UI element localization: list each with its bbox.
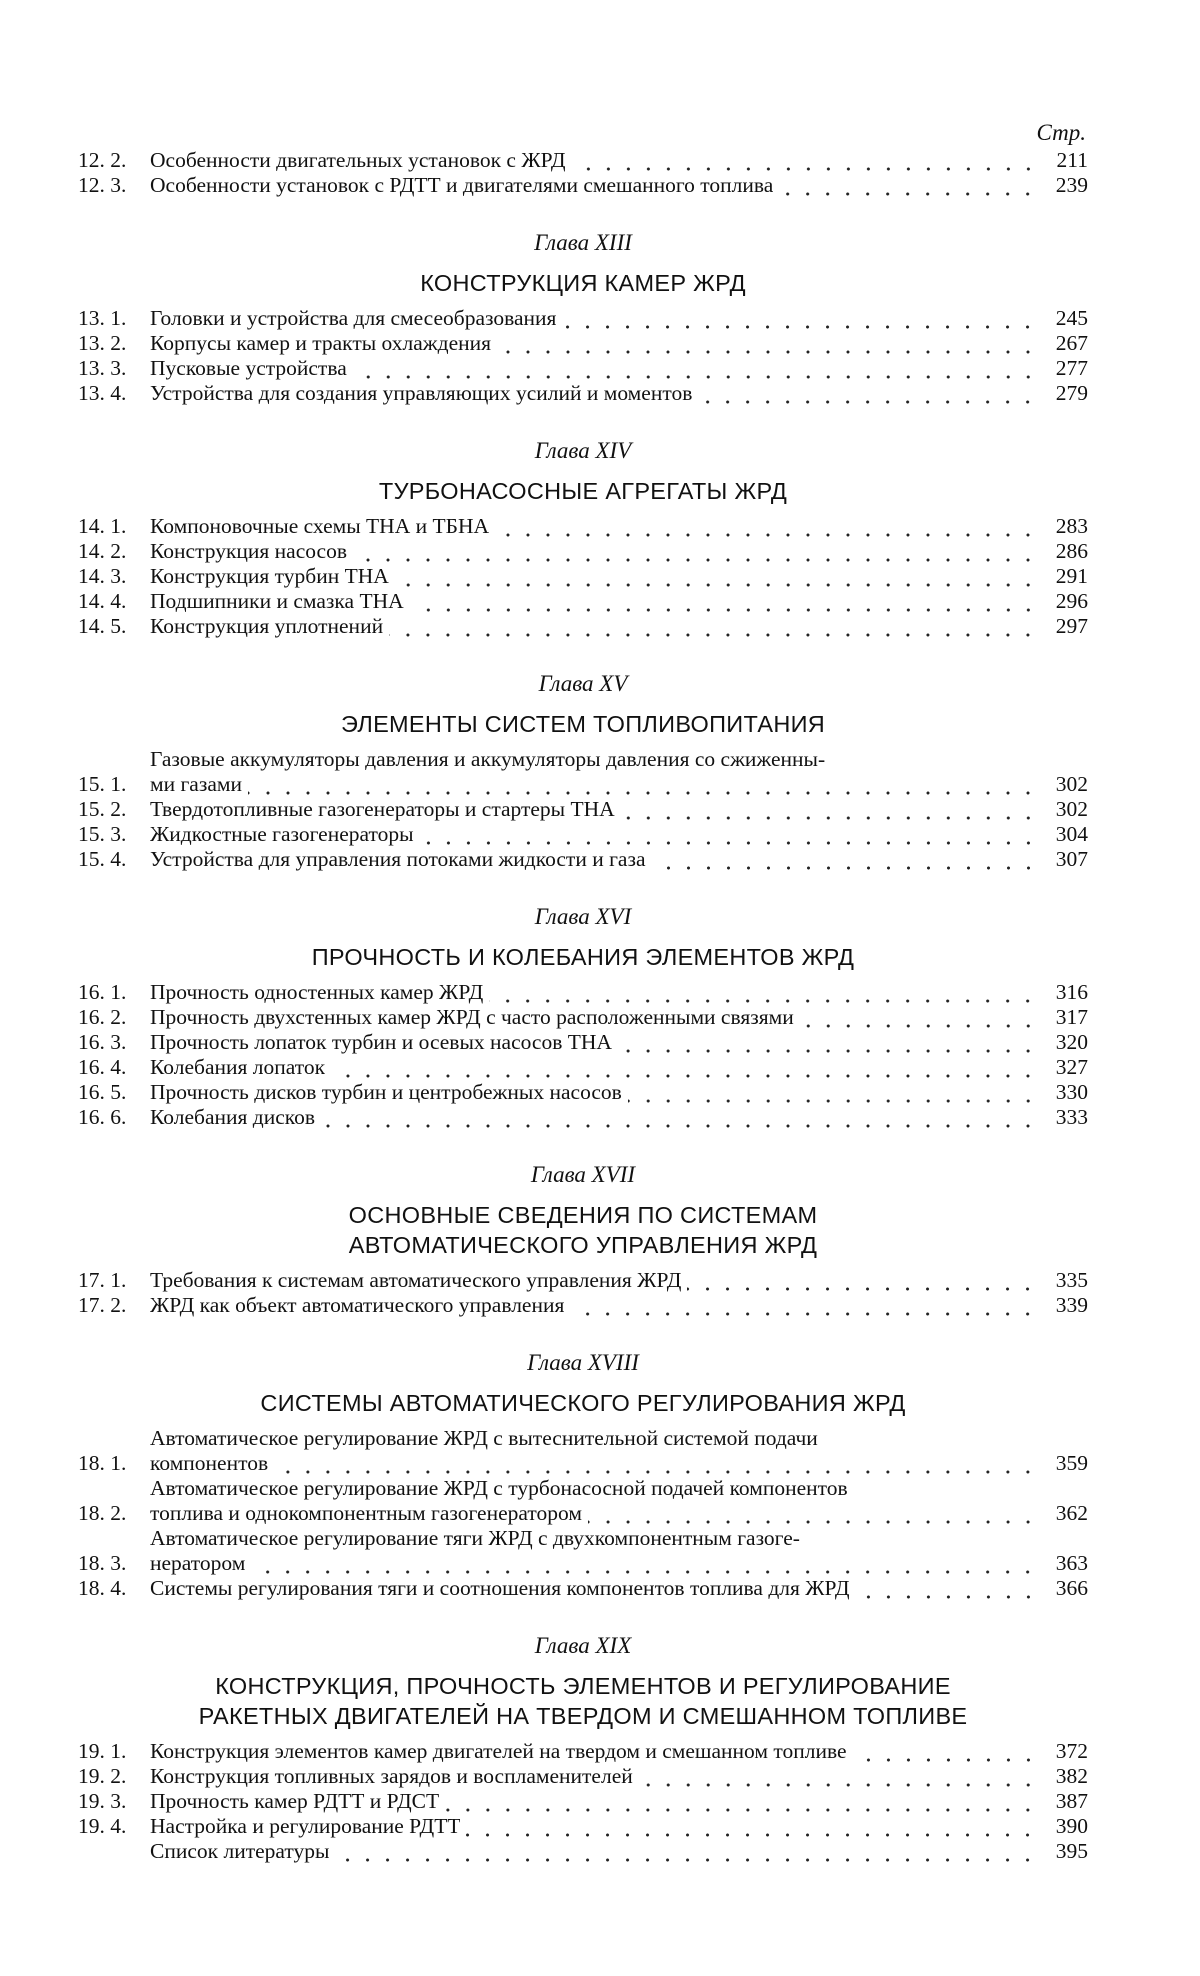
toc-entry[interactable] xyxy=(78,331,1088,356)
entry-last-line xyxy=(150,1501,1044,1526)
toc-entry[interactable] xyxy=(78,1814,1088,1839)
entry-text-line: Автоматическое регулирование ЖРД с вытеснительной системой подачи xyxy=(150,1426,818,1450)
entry-last-line xyxy=(150,331,1044,356)
entry-body xyxy=(150,1764,1044,1789)
dot-leader xyxy=(466,1814,1038,1839)
entry-body xyxy=(150,1080,1044,1105)
entry-last-line xyxy=(150,1551,1044,1576)
toc-entry[interactable] xyxy=(78,822,1088,847)
dot-leader xyxy=(331,1055,1038,1080)
entry-page-number[interactable]: 335 xyxy=(1055,1268,1088,1292)
entry-last-line xyxy=(150,980,1044,1005)
entry-number: 16. 6. xyxy=(78,1105,127,1129)
dot-leader xyxy=(639,1764,1038,1789)
entry-text-line: Автоматическое регулирование ЖРД с турбонасосной подачей компонентов xyxy=(150,1476,848,1500)
entry-body xyxy=(150,148,1044,173)
toc-entry[interactable] xyxy=(78,980,1088,1005)
toc-section xyxy=(78,148,1088,198)
toc-entry[interactable] xyxy=(78,1268,1088,1293)
dot-leader xyxy=(621,797,1038,822)
entry-number: 19. 3. xyxy=(78,1789,127,1813)
toc-entry[interactable] xyxy=(78,1526,1088,1576)
chapter-title-line: ПРОЧНОСТЬ И КОЛЕБАНИЯ ЭЛЕМЕНТОВ ЖРД xyxy=(311,944,855,970)
entry-body xyxy=(150,539,1044,564)
toc-section xyxy=(78,902,1088,1130)
entry-title[interactable]: Требования к системам автоматического управления ЖРД xyxy=(150,1268,682,1292)
toc-entry[interactable] xyxy=(78,1293,1088,1318)
chapter-title-line: КОНСТРУКЦИЯ, ПРОЧНОСТЬ ЭЛЕМЕНТОВ И РЕГУЛИРОВАНИЕ xyxy=(215,1673,951,1699)
entry-last-line xyxy=(150,1268,1044,1293)
chapter-title xyxy=(78,1200,1088,1260)
entry-title[interactable]: Список литературы xyxy=(150,1839,330,1863)
entry-number: 16. 2. xyxy=(78,1005,127,1029)
entry-title[interactable]: ми газами xyxy=(150,772,242,796)
entry-page-number[interactable]: 302 xyxy=(1055,772,1088,796)
entry-title[interactable]: топлива и однокомпонентным газогенератором xyxy=(150,1501,582,1525)
dot-leader xyxy=(251,1551,1038,1576)
entry-last-line xyxy=(150,1739,1044,1764)
entry-page-number[interactable]: 279 xyxy=(1055,381,1088,405)
entry-last-line xyxy=(150,847,1044,872)
entry-page-number[interactable]: 286 xyxy=(1055,539,1088,563)
entry-body xyxy=(150,1526,1044,1576)
chapter-title xyxy=(78,709,1088,739)
chapter-label: Глава XIX xyxy=(534,1633,632,1658)
entry-title[interactable]: Компоновочные схемы ТНА и ТБНА xyxy=(150,514,490,538)
entry-number: 16. 1. xyxy=(78,980,127,1004)
dot-leader xyxy=(248,772,1038,797)
entry-body xyxy=(150,847,1044,872)
entry-page-number[interactable]: 277 xyxy=(1055,356,1088,380)
entry-page-number[interactable]: 239 xyxy=(1055,173,1088,197)
chapter-heading xyxy=(78,902,1088,972)
entry-body xyxy=(150,1839,1044,1864)
entry-title[interactable]: Прочность дисков турбин и центробежных насосов xyxy=(150,1080,622,1104)
dot-leader xyxy=(562,306,1038,331)
entry-body xyxy=(150,1030,1044,1055)
entry-body xyxy=(150,1426,1044,1476)
dot-leader xyxy=(321,1105,1038,1130)
chapter-title-line: ЭЛЕМЕНТЫ СИСТЕМ ТОПЛИВОПИТАНИЯ xyxy=(340,711,826,737)
chapter-title xyxy=(78,1388,1088,1418)
entry-page-number[interactable]: 245 xyxy=(1055,306,1088,330)
entry-number: 15. 2. xyxy=(78,797,127,821)
entry-number: 17. 2. xyxy=(78,1293,127,1317)
dot-leader xyxy=(572,148,1038,173)
entry-last-line xyxy=(150,148,1044,173)
entry-number: 18. 3. xyxy=(78,1551,127,1575)
entry-number: 13. 3. xyxy=(78,356,127,380)
entry-number: 17. 1. xyxy=(78,1268,127,1292)
entry-last-line xyxy=(150,539,1044,564)
entry-body xyxy=(150,1814,1044,1839)
chapter-title-line: ОСНОВНЫЕ СВЕДЕНИЯ ПО СИСТЕМАМ xyxy=(348,1202,818,1228)
entry-title[interactable]: Прочность лопаток турбин и осевых насосов ТНА xyxy=(150,1030,612,1054)
entry-number: 13. 1. xyxy=(78,306,127,330)
entry-number: 18. 4. xyxy=(78,1576,127,1600)
toc-entry[interactable] xyxy=(78,1055,1088,1080)
entry-title[interactable]: Прочность камер РДТТ и РДСТ xyxy=(150,1789,440,1813)
entry-last-line xyxy=(150,381,1044,406)
entry-title[interactable]: Подшипники и смазка ТНА xyxy=(150,589,404,613)
entry-last-line xyxy=(150,1814,1044,1839)
entry-last-line xyxy=(150,564,1044,589)
page-column-header: Стр. xyxy=(1036,120,1086,145)
entry-number: 18. 2. xyxy=(78,1501,127,1525)
dot-leader xyxy=(445,1789,1038,1814)
entry-number: 16. 3. xyxy=(78,1030,127,1054)
toc-entry[interactable] xyxy=(78,1739,1088,1764)
dot-leader xyxy=(856,1576,1038,1601)
chapter-label: Глава XV xyxy=(538,671,628,696)
entry-last-line xyxy=(150,1105,1044,1130)
entry-text-line: Газовые аккумуляторы давления и аккумуляторы давления со сжиженны- xyxy=(150,747,826,771)
dot-leader xyxy=(420,822,1038,847)
entry-page-number[interactable]: 363 xyxy=(1055,1551,1088,1575)
entry-last-line xyxy=(150,356,1044,381)
dot-leader xyxy=(389,614,1038,639)
chapter-heading xyxy=(78,228,1088,298)
entry-body xyxy=(150,1739,1044,1764)
chapter-heading xyxy=(78,1348,1088,1418)
entry-last-line xyxy=(150,173,1044,198)
entry-title[interactable]: Конструкция топливных зарядов и воспламенителей xyxy=(150,1764,633,1788)
entry-page-number[interactable]: 390 xyxy=(1055,1814,1088,1838)
dot-leader xyxy=(628,1080,1038,1105)
chapter-title xyxy=(78,1671,1088,1731)
entry-number: 15. 3. xyxy=(78,822,127,846)
chapter-heading xyxy=(78,1631,1088,1731)
entry-title[interactable]: Конструкция уплотнений xyxy=(150,614,384,638)
entry-last-line xyxy=(150,1055,1044,1080)
chapter-title-line: АВТОМАТИЧЕСКОГО УПРАВЛЕНИЯ ЖРД xyxy=(348,1232,818,1258)
chapter-title xyxy=(78,476,1088,506)
chapter-heading xyxy=(78,669,1088,739)
entry-body xyxy=(150,797,1044,822)
dot-leader xyxy=(800,1005,1038,1030)
chapter-title xyxy=(78,942,1088,972)
entry-number: 13. 2. xyxy=(78,331,127,355)
toc-section xyxy=(78,228,1088,406)
entry-page-number[interactable]: 291 xyxy=(1055,564,1088,588)
entry-title[interactable]: Системы регулирования тяги и соотношения компонентов топлива для ЖРД xyxy=(150,1576,850,1600)
entry-body xyxy=(150,1055,1044,1080)
entry-number: 19. 1. xyxy=(78,1739,127,1763)
entry-last-line xyxy=(150,1839,1044,1864)
toc-entry[interactable] xyxy=(78,1764,1088,1789)
entry-page-number[interactable]: 320 xyxy=(1055,1030,1088,1054)
dot-leader xyxy=(618,1030,1038,1055)
dot-leader xyxy=(853,1739,1038,1764)
toc-section xyxy=(78,1631,1088,1839)
entry-page-number[interactable]: 333 xyxy=(1055,1105,1088,1129)
chapter-label: Глава XIV xyxy=(534,438,632,463)
entry-body xyxy=(150,822,1044,847)
chapter-label: Глава XVIII xyxy=(527,1350,639,1375)
dot-leader xyxy=(274,1451,1038,1476)
entry-number: 16. 5. xyxy=(78,1080,127,1104)
entry-title[interactable]: Колебания дисков xyxy=(150,1105,316,1129)
entry-title[interactable]: ЖРД как объект автоматического управления xyxy=(150,1293,565,1317)
dot-leader xyxy=(335,1839,1038,1864)
toc-entry[interactable] xyxy=(78,381,1088,406)
entry-title[interactable]: Особенности двигательных установок с ЖРД xyxy=(150,148,566,172)
entry-number: 16. 4. xyxy=(78,1055,127,1079)
entry-number: 19. 2. xyxy=(78,1764,127,1788)
entry-number: 15. 4. xyxy=(78,847,127,871)
chapter-title-line: ТУРБОНАСОСНЫЕ АГРЕГАТЫ ЖРД xyxy=(378,478,788,504)
entry-page-number[interactable]: 339 xyxy=(1055,1293,1088,1317)
entry-last-line xyxy=(150,1789,1044,1814)
entry-page-number[interactable]: 327 xyxy=(1055,1055,1088,1079)
dot-leader xyxy=(410,589,1038,614)
entry-body xyxy=(150,1789,1044,1814)
entry-body xyxy=(150,331,1044,356)
entry-page-number[interactable]: 296 xyxy=(1055,589,1088,613)
entry-body xyxy=(150,1576,1044,1601)
dot-leader xyxy=(588,1501,1038,1526)
entry-page-number[interactable]: 283 xyxy=(1055,514,1088,538)
entry-title[interactable]: Пусковые устройства xyxy=(150,356,347,380)
toc-entry[interactable] xyxy=(78,564,1088,589)
chapter-heading xyxy=(78,1160,1088,1260)
entry-page-number[interactable]: 307 xyxy=(1055,847,1088,871)
entry-page-number[interactable]: 304 xyxy=(1055,822,1088,846)
entry-last-line xyxy=(150,772,1044,797)
toc-entry[interactable] xyxy=(78,1105,1088,1130)
toc-section xyxy=(78,436,1088,639)
entry-page-number[interactable]: 297 xyxy=(1055,614,1088,638)
table-of-contents xyxy=(78,118,1088,1864)
toc-entry[interactable] xyxy=(78,797,1088,822)
entry-body xyxy=(150,306,1044,331)
dot-leader xyxy=(395,564,1038,589)
entry-page-number[interactable]: 362 xyxy=(1055,1501,1088,1525)
toc-entry[interactable] xyxy=(78,1576,1088,1601)
toc-entry[interactable] xyxy=(78,589,1088,614)
entry-last-line xyxy=(150,1030,1044,1055)
chapter-label: Глава XIII xyxy=(534,230,632,255)
entry-title[interactable]: Конструкция насосов xyxy=(150,539,347,563)
entry-number: 18. 1. xyxy=(78,1451,127,1475)
entry-number: 14. 3. xyxy=(78,564,127,588)
toc-section xyxy=(78,669,1088,872)
dot-leader xyxy=(497,331,1038,356)
entry-page-number[interactable]: 372 xyxy=(1055,1739,1088,1763)
entry-title[interactable]: Устройства для создания управляющих усилий и моментов xyxy=(150,381,693,405)
entry-page-number[interactable]: 316 xyxy=(1055,980,1088,1004)
toc-entry[interactable] xyxy=(78,356,1088,381)
entry-last-line xyxy=(150,514,1044,539)
entry-last-line xyxy=(150,1576,1044,1601)
dot-leader xyxy=(570,1293,1038,1318)
entry-page-number[interactable]: 317 xyxy=(1055,1005,1088,1029)
entry-page-number[interactable]: 267 xyxy=(1055,331,1088,355)
entry-number: 14. 4. xyxy=(78,589,127,613)
entry-number: 15. 1. xyxy=(78,772,127,796)
entry-number: 12. 2. xyxy=(78,148,127,172)
entry-page-number[interactable]: 330 xyxy=(1055,1080,1088,1104)
toc-entry[interactable] xyxy=(78,148,1088,173)
entry-number: 14. 2. xyxy=(78,539,127,563)
chapter-label: Глава XVII xyxy=(530,1162,636,1187)
entry-title[interactable]: компонентов xyxy=(150,1451,269,1475)
chapter-heading xyxy=(78,436,1088,506)
entry-body xyxy=(150,1268,1044,1293)
toc-sections xyxy=(78,148,1088,1864)
entry-body xyxy=(150,564,1044,589)
chapter-title-line: РАКЕТНЫХ ДВИГАТЕЛЕЙ НА ТВЕРДОМ И СМЕШАННОМ ТОПЛИВЕ xyxy=(198,1703,968,1729)
entry-body xyxy=(150,381,1044,406)
entry-body xyxy=(150,589,1044,614)
toc-entry[interactable] xyxy=(78,747,1088,797)
toc-entry[interactable] xyxy=(78,1476,1088,1526)
toc-section xyxy=(78,1839,1088,1864)
entry-body xyxy=(150,747,1044,797)
dot-leader xyxy=(495,514,1038,539)
entry-body xyxy=(150,1293,1044,1318)
entry-body xyxy=(150,1476,1044,1526)
entry-page-number[interactable]: 211 xyxy=(1056,148,1088,172)
entry-last-line xyxy=(150,1451,1044,1476)
entry-page-number[interactable]: 366 xyxy=(1055,1576,1088,1600)
entry-page-number[interactable]: 359 xyxy=(1055,1451,1088,1475)
entry-title[interactable]: Устройства для управления потоками жидкости и газа xyxy=(150,847,646,871)
entry-body xyxy=(150,980,1044,1005)
entry-title[interactable]: Корпусы камер и тракты охлаждения xyxy=(150,331,492,355)
entry-number: 13. 4. xyxy=(78,381,127,405)
entry-last-line xyxy=(150,797,1044,822)
entry-last-line xyxy=(150,1293,1044,1318)
dot-leader xyxy=(489,980,1038,1005)
entry-number: 12. 3. xyxy=(78,173,127,197)
entry-body xyxy=(150,614,1044,639)
entry-text-line: Автоматическое регулирование тяги ЖРД с двухкомпонентным газоге- xyxy=(150,1526,800,1550)
entry-page-number[interactable]: 395 xyxy=(1055,1839,1088,1863)
toc-entry[interactable] xyxy=(78,847,1088,872)
entry-number: 19. 4. xyxy=(78,1814,127,1838)
chapter-title xyxy=(78,268,1088,298)
entry-title[interactable]: Настройка и регулирование РДТТ xyxy=(150,1814,461,1838)
toc-entry[interactable] xyxy=(78,514,1088,539)
toc-entry[interactable] xyxy=(78,1080,1088,1105)
entry-last-line xyxy=(150,822,1044,847)
chapter-title-line: КОНСТРУКЦИЯ КАМЕР ЖРД xyxy=(420,270,746,296)
toc-entry[interactable] xyxy=(78,1030,1088,1055)
dot-leader xyxy=(353,539,1038,564)
dot-leader xyxy=(698,381,1038,406)
entry-body xyxy=(150,173,1044,198)
entry-title[interactable]: нератором xyxy=(150,1551,246,1575)
entry-body xyxy=(150,514,1044,539)
entry-title[interactable]: Жидкостные газогенераторы xyxy=(150,822,414,846)
entry-last-line xyxy=(150,614,1044,639)
toc-entry[interactable] xyxy=(78,1005,1088,1030)
entry-body xyxy=(150,356,1044,381)
entry-title[interactable]: Головки и устройства для смесеобразования xyxy=(150,306,557,330)
entry-number: 14. 5. xyxy=(78,614,127,638)
dot-leader xyxy=(353,356,1038,381)
toc-entry[interactable] xyxy=(78,1839,1088,1864)
dot-leader xyxy=(779,173,1038,198)
entry-title[interactable]: Твердотопливные газогенераторы и стартеры ТНА xyxy=(150,797,615,821)
toc-section xyxy=(78,1160,1088,1318)
entry-page-number[interactable]: 302 xyxy=(1055,797,1088,821)
entry-last-line xyxy=(150,589,1044,614)
toc-entry[interactable] xyxy=(78,173,1088,198)
toc-entry[interactable] xyxy=(78,614,1088,639)
toc-entry[interactable] xyxy=(78,1426,1088,1476)
entry-title[interactable]: Особенности установок с РДТТ и двигателями смешанного топлива xyxy=(150,173,774,197)
dot-leader xyxy=(687,1268,1038,1293)
toc-entry[interactable] xyxy=(78,306,1088,331)
dot-leader xyxy=(652,847,1039,872)
toc-section xyxy=(78,1348,1088,1601)
entry-last-line xyxy=(150,306,1044,331)
entry-last-line xyxy=(150,1080,1044,1105)
entry-title[interactable]: Прочность двухстенных камер ЖРД с часто расположенными связями xyxy=(150,1005,794,1029)
chapter-title-line: СИСТЕМЫ АВТОМАТИЧЕСКОГО РЕГУЛИРОВАНИЯ ЖРД xyxy=(260,1390,906,1416)
toc-entry[interactable] xyxy=(78,539,1088,564)
entry-body xyxy=(150,1005,1044,1030)
toc-entry[interactable] xyxy=(78,1789,1088,1814)
entry-title[interactable]: Колебания лопаток xyxy=(150,1055,326,1079)
entry-title[interactable]: Конструкция элементов камер двигателей на твердом и смешанном топливе xyxy=(150,1739,847,1763)
entry-body xyxy=(150,1105,1044,1130)
chapter-label: Глава XVI xyxy=(534,904,632,929)
entry-title[interactable]: Прочность одностенных камер ЖРД xyxy=(150,980,484,1004)
entry-title[interactable]: Конструкция турбин ТНА xyxy=(150,564,389,588)
entry-last-line xyxy=(150,1005,1044,1030)
entry-last-line xyxy=(150,1764,1044,1789)
entry-page-number[interactable]: 387 xyxy=(1055,1789,1088,1813)
entry-number: 14. 1. xyxy=(78,514,127,538)
entry-page-number[interactable]: 382 xyxy=(1055,1764,1088,1788)
